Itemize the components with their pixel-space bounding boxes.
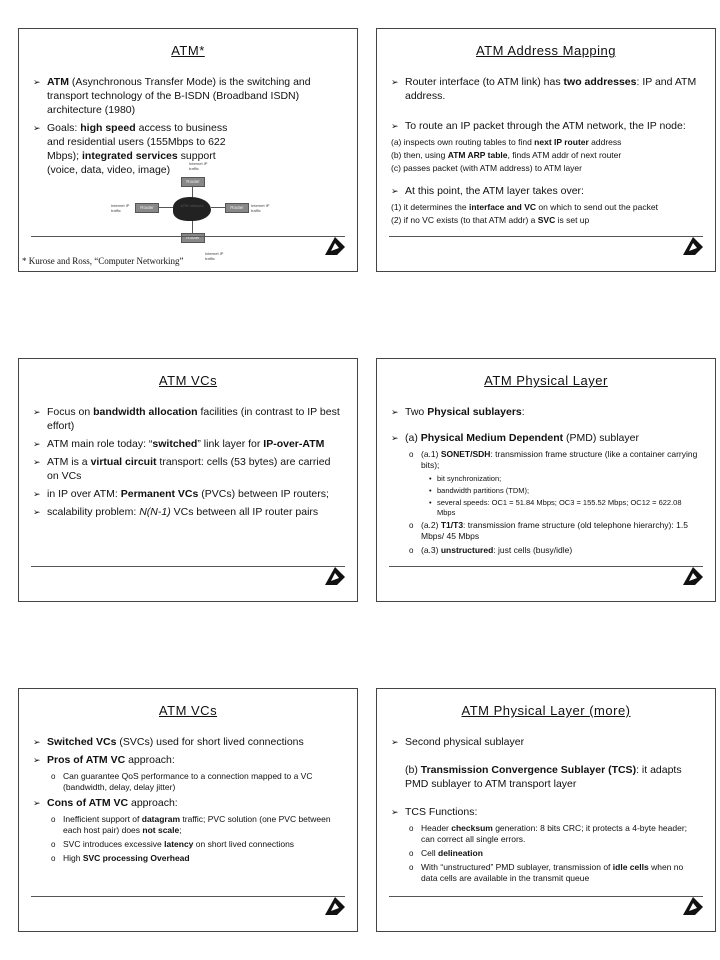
router-box: Router [181, 233, 205, 243]
sub-bullet: o Header checksum generation: 8 bits CRC; it protects a 4-byte header; can correct all single errors. [409, 823, 701, 845]
sub-bullet: o Inefficient support of datagram traffic; PVC solution (one PVC between each host pair) does not scale; [51, 814, 343, 836]
divider [389, 566, 703, 567]
divider [389, 896, 703, 897]
logo-icon [323, 895, 347, 917]
bullet: ➢ scalability problem: N(N-1) VCs between all IP router pairs [33, 505, 343, 519]
slide-4 [376, 358, 716, 602]
link-line [158, 207, 173, 208]
sub-bullet: o SVC introduces excessive latency on short lived connections [51, 839, 343, 850]
router-box: Router [135, 203, 159, 213]
router-box: Router [225, 203, 249, 213]
divider [31, 896, 345, 897]
bullet: ➢ Second physical sublayer [391, 735, 701, 749]
detail-item: • several speeds: OC1 = 51.84 Mbps; OC3 = 155.52 Mbps; OC12 = 622.08 Mbps [429, 498, 701, 518]
logo-icon [323, 565, 347, 587]
divider [31, 566, 345, 567]
bullet: ➢ in IP over ATM: Permanent VCs (PVCs) between IP routers; [33, 487, 343, 501]
step-1: (1) it determines the interface and VC on which to send out the packet [391, 202, 658, 212]
detail-item: • bit synchronization; [429, 474, 701, 484]
slide-3 [18, 358, 358, 602]
router-box: Router [181, 177, 205, 187]
atm-network-diagram [111, 159, 291, 269]
slide-6 [376, 688, 716, 932]
cloud-label: ATM network [180, 203, 204, 208]
step-b: (b) then, using ATM ARP table, finds ATM addr of next router [391, 150, 622, 160]
logo-icon [681, 235, 705, 257]
bullet: ➢ Goals: high speed access to business and residential users (155Mbps to 622 Mbps); integrated services support (voice, data, video, image) [33, 121, 247, 177]
detail-item: • bandwidth partitions (TDM); [429, 486, 701, 496]
slide-title: ATM* [171, 43, 205, 58]
slide-1 [18, 28, 358, 272]
slide-title: ATM VCs [158, 373, 218, 388]
sub-bullet: o (a.2) T1/T3: transmission frame structure (old telephone hierarchy): 1.5 Mbps/ 45 Mbps [409, 520, 701, 542]
slide-title: ATM Physical Layer [484, 373, 608, 388]
step-2: (2) if no VC exists (to that ATM addr) a SVC is set up [391, 215, 590, 225]
traffic-label: Internet IP traffic [251, 203, 270, 213]
bullet: ➢ Cons of ATM VC approach: [33, 796, 343, 810]
bullet: ➢ ATM is a virtual circuit transport: cells (53 bytes) are carried on VCs [33, 455, 343, 483]
bullet: ➢ At this point, the ATM layer takes over: [391, 184, 701, 198]
logo-icon [323, 235, 347, 257]
step-c: (c) passes packet (with ATM address) to ATM layer [391, 163, 582, 173]
divider [31, 236, 345, 237]
sub-bullet: o With “unstructured” PMD sublayer, transmission of idle cells when no data cells are available in the transmit queue [409, 862, 701, 884]
sub-bullet: o (a.1) SONET/SDH: transmission frame structure (like a container carrying bits); [409, 449, 701, 471]
bullet: ➢ ATM main role today: “switched” link layer for IP-over-ATM [33, 437, 343, 451]
bullet: ➢ ATM (Asynchronous Transfer Mode) is the switching and transport technology of the B-ISDN (Broadband ISDN) architecture (1980) [33, 75, 343, 117]
slide-title: ATM Address Mapping [475, 43, 617, 58]
bullet: ➢ Two Physical sublayers: [391, 405, 701, 419]
bullet: ➢ (a) Physical Medium Dependent (PMD) sublayer [391, 431, 701, 445]
bullet: ➢ To route an IP packet through the ATM network, the IP node: [391, 119, 701, 133]
sub-bullet: o Cell delineation [409, 848, 701, 859]
logo-icon [681, 895, 705, 917]
bullet: ➢ Router interface (to ATM link) has two addresses: IP and ATM address. [391, 75, 701, 103]
bullet: ➢ Pros of ATM VC approach: [33, 753, 343, 767]
slide-2 [376, 28, 716, 272]
sub-bullet: o (a.3) unstructured: just cells (busy/idle) [409, 545, 701, 556]
link-line [192, 221, 193, 233]
divider [389, 236, 703, 237]
sub-bullet: o High SVC processing Overhead [51, 853, 343, 864]
step-a: (a) inspects own routing tables to find next IP router address [391, 137, 622, 147]
traffic-label: Internet IP traffic [189, 161, 208, 171]
logo-icon [681, 565, 705, 587]
traffic-label: Internet IP traffic [111, 203, 130, 213]
bullet: ➢ Focus on bandwidth allocation facilities (in contrast to IP best effort) [33, 405, 343, 433]
slide-5 [18, 688, 358, 932]
traffic-label: Internet IP traffic [205, 251, 224, 261]
bullet: ➢ TCS Functions: [391, 805, 701, 819]
slide-title: ATM VCs [158, 703, 218, 718]
citation: * Kurose and Ross, “Computer Networking” [22, 256, 184, 266]
paragraph: (b) Transmission Convergence Sublayer (TCS): it adapts PMD sublayer to ATM transport layer [405, 764, 682, 790]
sub-bullet: o Can guarantee QoS performance to a connection mapped to a VC (bandwidth, delay, delay jitter) [51, 771, 343, 793]
atm-cloud [173, 197, 211, 221]
slide-title: ATM Physical Layer (more) [461, 703, 631, 718]
bullet: ➢ Switched VCs (SVCs) used for short lived connections [33, 735, 343, 749]
link-line [211, 207, 225, 208]
